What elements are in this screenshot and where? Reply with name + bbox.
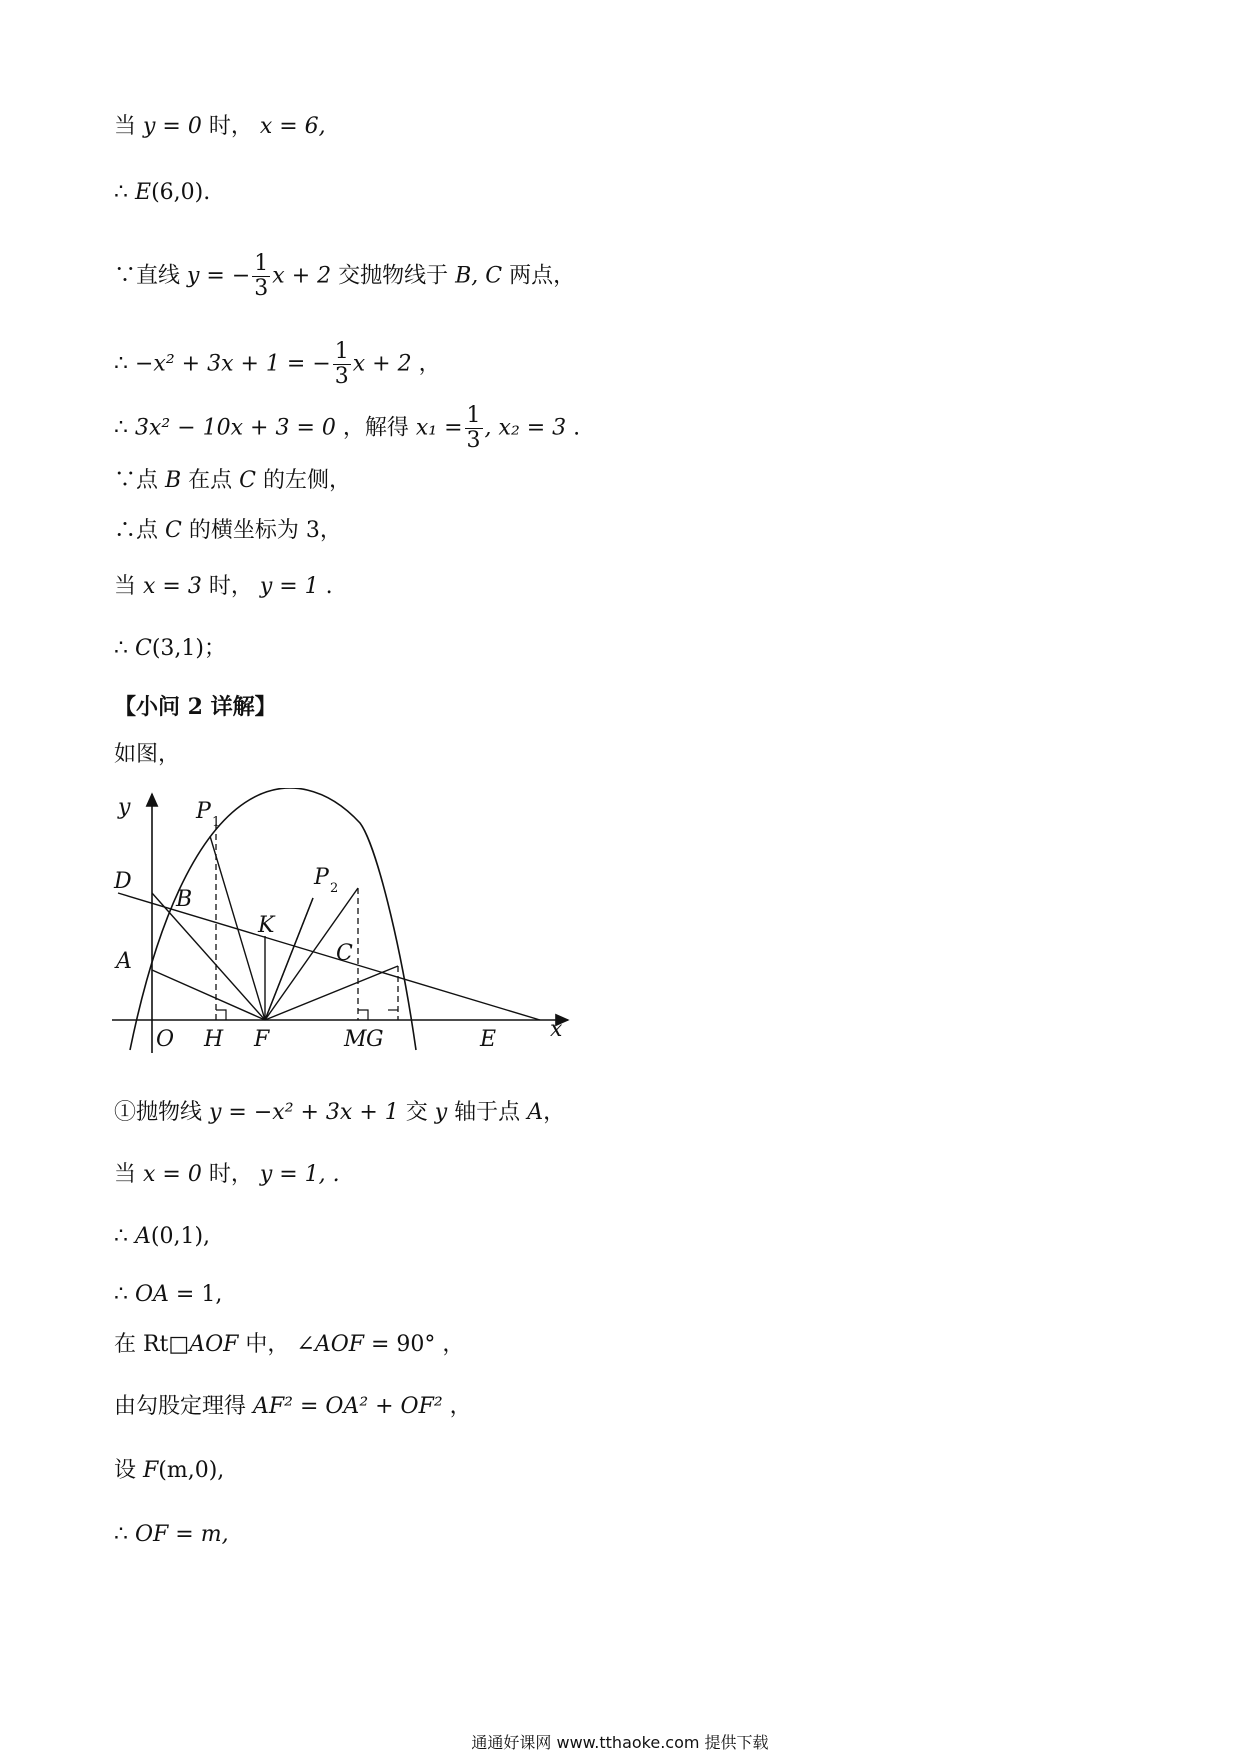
text: ∴ bbox=[114, 1522, 135, 1547]
segment-cf bbox=[265, 966, 398, 1020]
math: F bbox=[143, 1458, 159, 1483]
text: ，解得 bbox=[335, 415, 416, 441]
math: E bbox=[135, 180, 152, 205]
text: ； bbox=[204, 636, 227, 661]
math: x₁ = bbox=[415, 415, 463, 441]
label-p2-sub: 2 bbox=[330, 881, 339, 896]
fraction-numerator: 1 bbox=[254, 251, 269, 276]
text: 由勾股定理得 bbox=[114, 1394, 253, 1419]
label-k: K bbox=[258, 913, 275, 938]
text: 在 Rt□ bbox=[114, 1332, 190, 1357]
math: B bbox=[165, 468, 182, 493]
math: OA bbox=[135, 1282, 169, 1307]
text-line-1 bbox=[114, 112, 326, 142]
text: . bbox=[203, 180, 211, 205]
math: C bbox=[135, 636, 152, 661]
geometry-figure bbox=[110, 788, 580, 1058]
text: ∴ bbox=[114, 351, 135, 377]
math: AOF bbox=[189, 1332, 239, 1357]
label-b: B bbox=[176, 887, 193, 912]
text: 如图， bbox=[114, 742, 181, 767]
text: ∴ bbox=[114, 1282, 135, 1307]
text-line-5 bbox=[114, 404, 580, 453]
fraction-denominator: 3 bbox=[334, 364, 349, 389]
text-line-17 bbox=[114, 1392, 472, 1422]
text: (0,1), bbox=[150, 1224, 211, 1249]
text: (6,0) bbox=[151, 180, 204, 205]
math: x = 3 bbox=[143, 574, 202, 599]
math: C bbox=[165, 518, 182, 543]
math: y = 0 bbox=[143, 114, 202, 139]
math: C bbox=[239, 468, 257, 493]
math: ∠AOF bbox=[296, 1332, 365, 1357]
text: 【小问 2 详解】 bbox=[114, 694, 277, 720]
fraction-numerator: 1 bbox=[466, 403, 481, 428]
math: y = 1 bbox=[259, 574, 319, 599]
text: ∵直线 bbox=[114, 263, 187, 289]
text: 交 bbox=[398, 1100, 435, 1125]
label-y-axis: y bbox=[118, 795, 131, 820]
math: , x₂ = 3 bbox=[484, 415, 567, 441]
text-line-9 bbox=[114, 634, 226, 664]
math: A bbox=[527, 1100, 544, 1125]
math: OF bbox=[135, 1522, 169, 1547]
fraction-denominator: 3 bbox=[254, 276, 269, 301]
text: ， bbox=[442, 1394, 472, 1419]
page-footer: 通通好课网 www.tthaoke.com 提供下载 bbox=[471, 1733, 769, 1752]
math: x = 0 bbox=[143, 1162, 202, 1187]
label-c: C bbox=[336, 941, 353, 966]
segment-af bbox=[152, 970, 265, 1020]
fraction bbox=[465, 404, 483, 453]
segment-df bbox=[152, 893, 265, 1020]
line-de bbox=[118, 893, 540, 1020]
text: ∴ bbox=[114, 415, 135, 441]
text: . bbox=[318, 574, 333, 599]
text-line-18 bbox=[114, 1456, 224, 1486]
text: 设 bbox=[114, 1458, 143, 1483]
text: ∴ bbox=[114, 636, 135, 661]
math: B, C bbox=[455, 263, 503, 289]
text: = 90° ， bbox=[364, 1332, 465, 1357]
text-line-12 bbox=[114, 1098, 565, 1128]
math: −x² + 3x + 1 = − bbox=[135, 351, 331, 377]
text: ∴ bbox=[114, 1224, 135, 1249]
label-p1: P bbox=[196, 799, 211, 824]
text-line-19 bbox=[114, 1520, 229, 1550]
text-line-14 bbox=[114, 1222, 210, 1252]
text-line-16 bbox=[114, 1330, 464, 1360]
label-a: A bbox=[116, 949, 132, 974]
text: ， bbox=[543, 1100, 566, 1125]
math: x + 2 bbox=[272, 263, 332, 289]
math: x = 6, bbox=[259, 114, 326, 139]
label-g: G bbox=[366, 1027, 384, 1052]
label-m: M bbox=[344, 1027, 367, 1052]
math: A bbox=[135, 1224, 151, 1249]
label-x-axis: x bbox=[550, 1017, 563, 1042]
text: ∴点 bbox=[114, 518, 165, 543]
text: 时， bbox=[201, 574, 260, 599]
math: 3x² − 10x + 3 = 0 bbox=[135, 415, 336, 441]
text: (3,1) bbox=[151, 636, 204, 661]
text: . bbox=[566, 415, 581, 441]
text-line-8 bbox=[114, 572, 333, 602]
math: y bbox=[434, 1100, 448, 1125]
segment-p1f bbox=[210, 836, 265, 1020]
text: 中， bbox=[238, 1332, 297, 1357]
fraction bbox=[333, 340, 351, 389]
text-line-4 bbox=[114, 340, 441, 389]
text: 的横坐标为 3， bbox=[181, 518, 342, 543]
fraction-numerator: 1 bbox=[334, 339, 349, 364]
text: 时， bbox=[201, 114, 260, 139]
label-o: O bbox=[156, 1027, 175, 1052]
fraction bbox=[252, 252, 270, 301]
text: (m,0), bbox=[158, 1458, 225, 1483]
text-line-3 bbox=[114, 252, 575, 301]
math: m, bbox=[200, 1522, 229, 1547]
text-line-11 bbox=[114, 740, 180, 770]
label-d: D bbox=[114, 869, 132, 894]
text: ∵点 bbox=[114, 468, 165, 493]
math: y = 1, . bbox=[259, 1162, 340, 1187]
text-line-7 bbox=[114, 516, 342, 546]
text-line-13 bbox=[114, 1160, 340, 1190]
text: ∴ bbox=[114, 180, 135, 205]
label-f: F bbox=[254, 1027, 270, 1052]
text: 时， bbox=[201, 1162, 260, 1187]
text: 轴于点 bbox=[447, 1100, 528, 1125]
text: = 1, bbox=[168, 1282, 223, 1307]
math: AF² = OA² + OF² bbox=[253, 1394, 443, 1419]
label-h: H bbox=[204, 1027, 224, 1052]
text: 交抛物线于 bbox=[331, 263, 456, 289]
text: 在点 bbox=[181, 468, 240, 493]
text: ， bbox=[411, 351, 441, 377]
text: 当 bbox=[114, 114, 143, 139]
math: y = − bbox=[187, 263, 251, 289]
text: 两点， bbox=[502, 263, 576, 289]
math: y = −x² + 3x + 1 bbox=[209, 1100, 399, 1125]
label-e: E bbox=[480, 1027, 497, 1052]
right-angle-m bbox=[358, 1010, 368, 1020]
text: = bbox=[168, 1522, 201, 1547]
math: x + 2 bbox=[352, 351, 412, 377]
text-line-15 bbox=[114, 1280, 222, 1310]
text: ①抛物线 bbox=[114, 1100, 209, 1125]
label-p1-sub: 1 bbox=[212, 815, 221, 830]
fraction-denominator: 3 bbox=[466, 428, 481, 453]
section-heading bbox=[114, 692, 277, 722]
text: 当 bbox=[114, 1162, 143, 1187]
text-line-6 bbox=[114, 466, 351, 496]
label-p2: P bbox=[314, 865, 329, 890]
text-line-2 bbox=[114, 178, 210, 208]
right-angle-h bbox=[216, 1010, 226, 1020]
text: 当 bbox=[114, 574, 143, 599]
text: 的左侧， bbox=[256, 468, 352, 493]
